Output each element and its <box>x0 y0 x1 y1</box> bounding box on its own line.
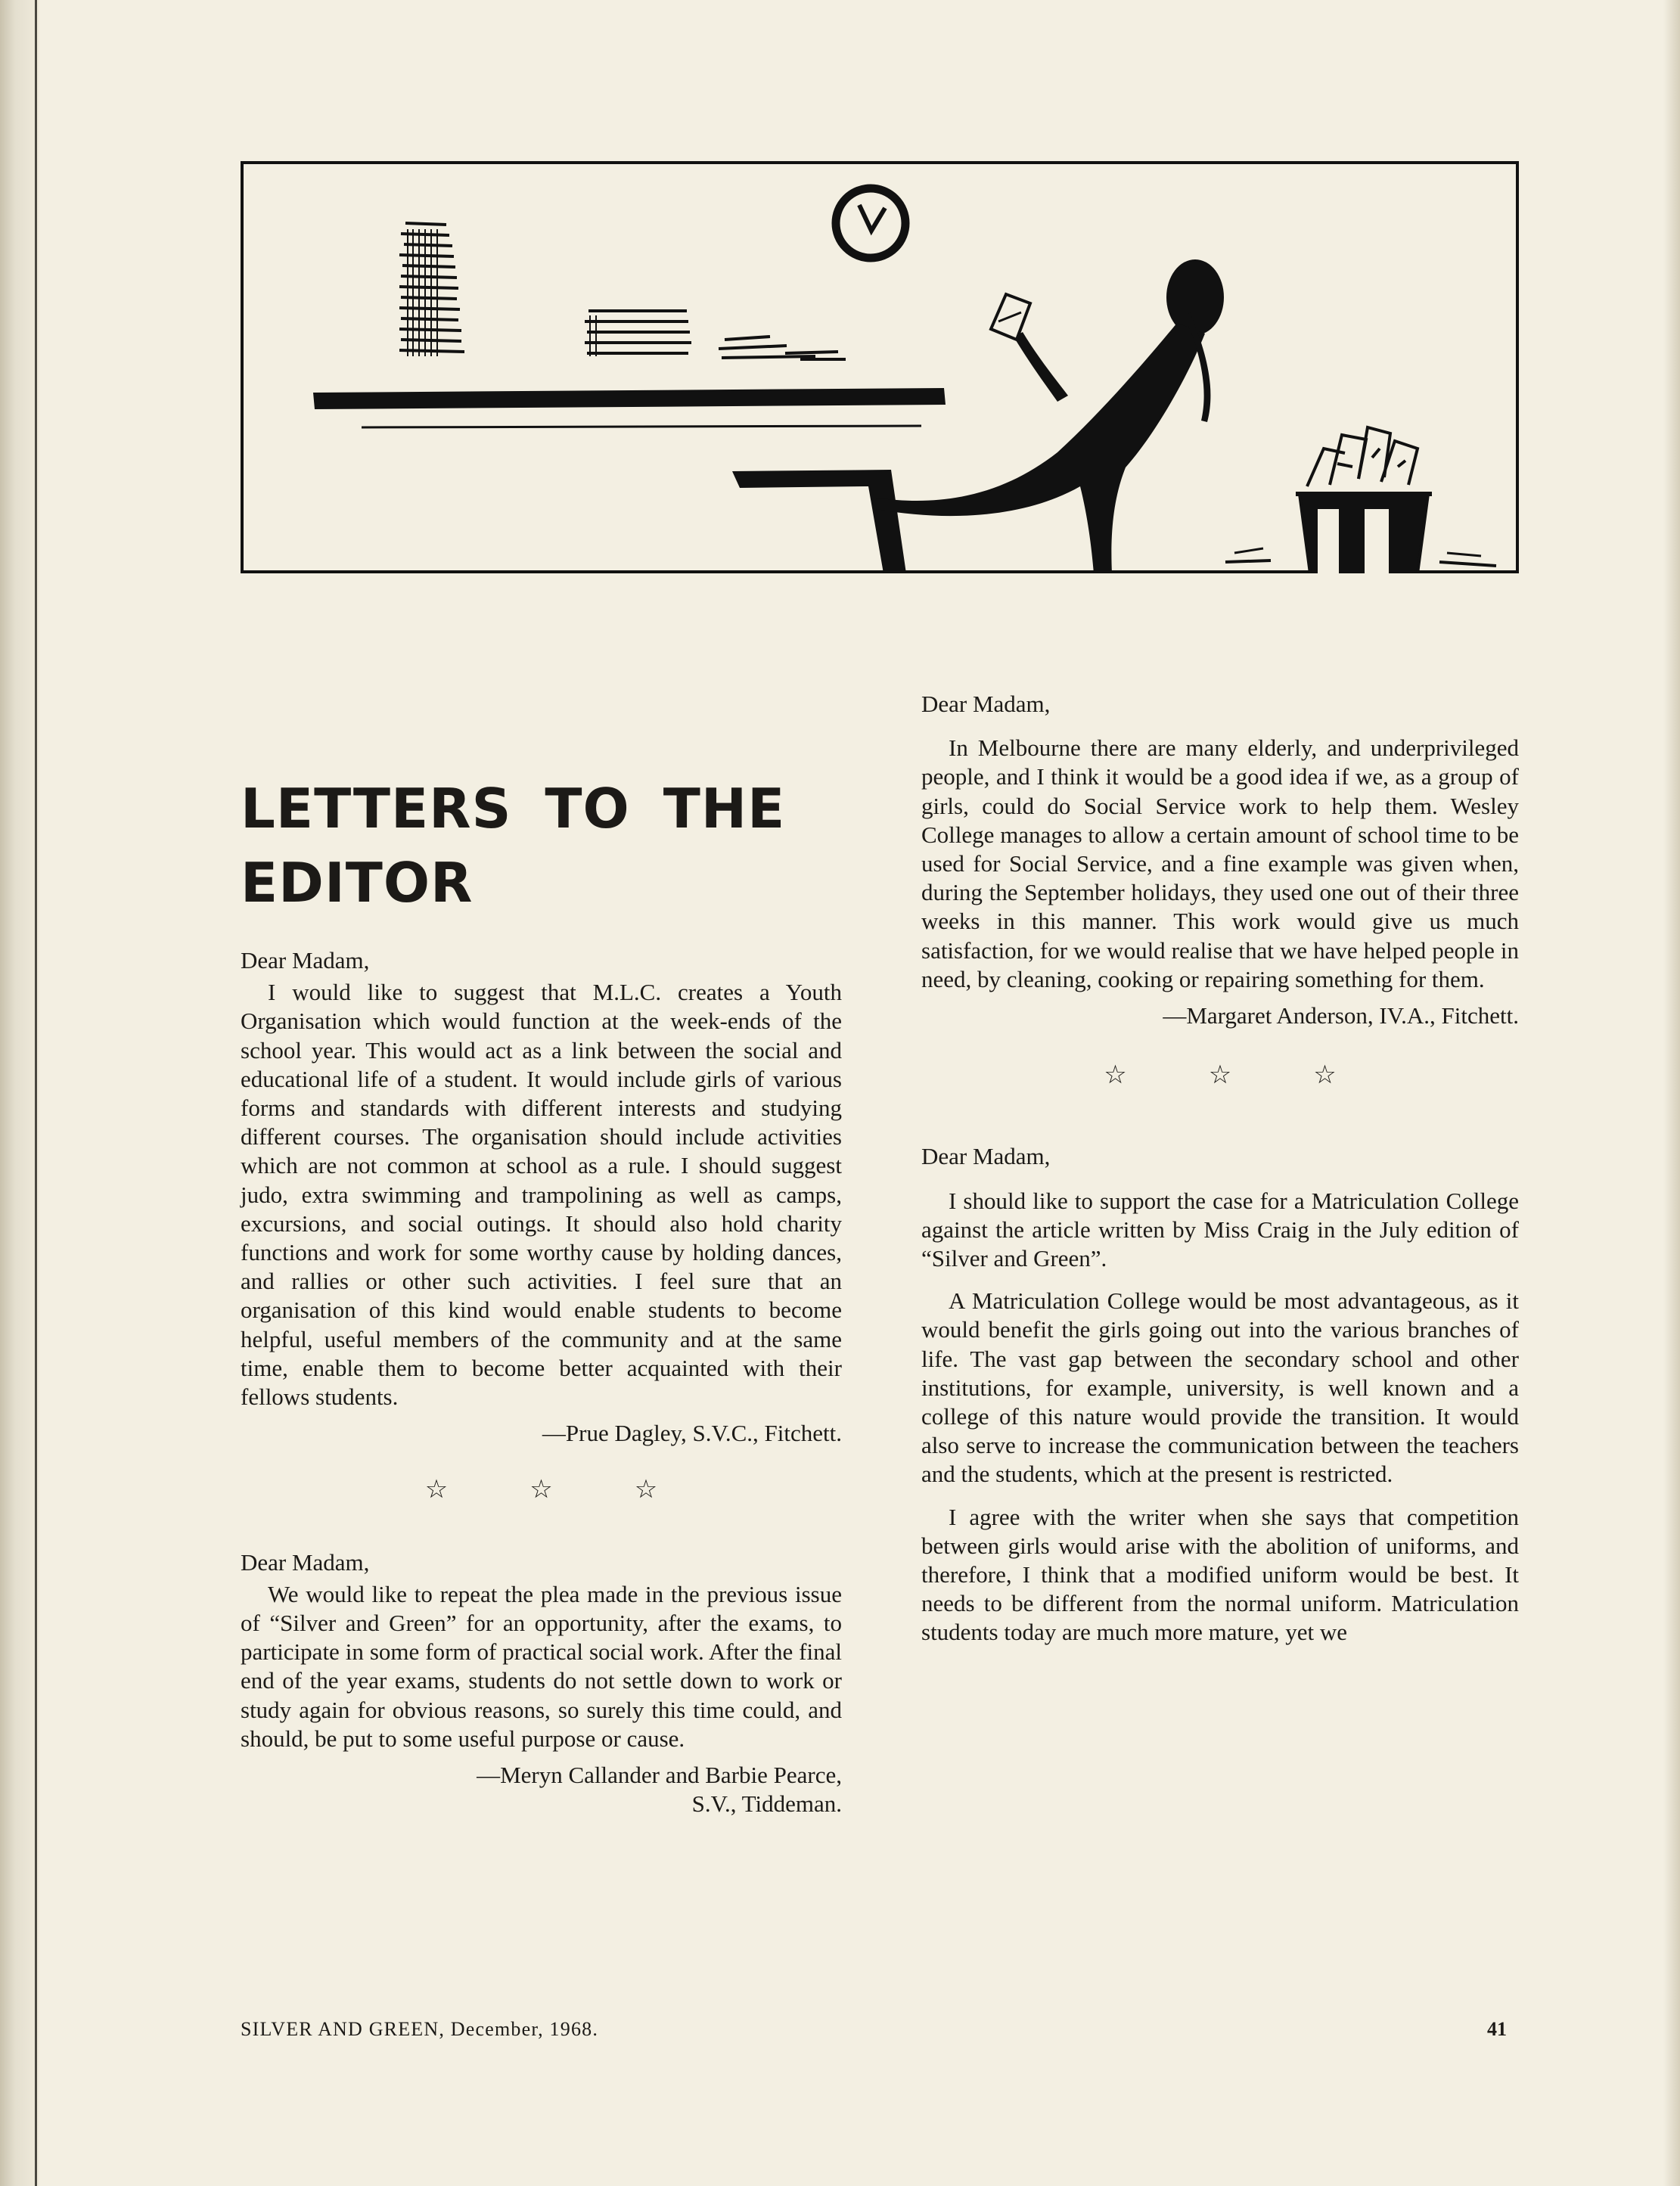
right-column <box>921 690 1519 1647</box>
star-divider <box>921 1060 1519 1089</box>
title-word: EDITOR <box>241 851 474 914</box>
page-number: 41 <box>1487 2018 1507 2040</box>
title-word: THE <box>663 777 786 840</box>
letter-body: A Matriculation College would be most advantageous, as it would benefit the girls going out into the various branches of life. The vast gap between the secondary school and other institutions, for example, university, is well known and a college of this nature would provide the transition. It would also serve to increase the communication between the teachers and the students, which at the present is restricted. <box>921 1287 1519 1488</box>
star-icon: ☆ <box>424 1474 449 1505</box>
title-word: TO <box>545 777 630 840</box>
letter-signature: —Prue Dagley, S.V.C., Fitchett. <box>542 1420 842 1447</box>
letter-salutation: Dear Madam, <box>921 1143 1051 1170</box>
letter-body: I should like to support the case for a Matriculation College against the article written by Miss Craig in the July edition of “Silver and Green”. <box>921 1187 1519 1272</box>
letter-body: In Melbourne there are many elderly, and underprivileged people, and I think it would be a good idea if we, as a group of girls, could do Social Service work to help them. Wesley College manages to allow a certain amount of school time to be used for Social Service, and a fine example was given when, during the September holidays, they used one out of their three weeks in this manner. This work would give us much satisfaction, for we would realise that we have helped people in need, by cleaning, cooking or repairing something for them. <box>921 734 1519 992</box>
letter-salutation: Dear Madam, <box>241 947 370 973</box>
left-column <box>241 946 842 1818</box>
letter-body: I would like to suggest that M.L.C. creates a Youth Organisation which would function at the week-ends of the school year. This would act as a link between the social and educational life of a student. It would include girls of various forms and standards with different interests and studying different courses. The organisation should include activities which are not common at school as a rule. I should suggest judo, extra swimming and trampolining as well as camps, excursions, and social outings. It should also hold charity functions and work for some worthy cause by holding dances, and rallies or other such activities. I feel sure that an organisation of this kind would enable students to become helpful, useful members of the community and at the same time, enable them to become better acquainted with their fellows students. <box>241 979 842 1411</box>
letter-signature: S.V., Tiddeman. <box>691 1790 842 1818</box>
page-edge-shadow <box>1663 0 1680 2186</box>
star-icon: ☆ <box>1104 1060 1127 1091</box>
binding-edge <box>35 0 37 2186</box>
letter-salutation: Dear Madam, <box>921 691 1051 717</box>
letter-body: We would like to repeat the plea made in the previous issue of “Silver and Green” for an opportunity, after the exams, to participate in some form of practical social work. After the final end of the year exams, students do not settle down to work or study again for obvious reasons, so surely this time could, and should, be put to some useful purpose or cause. <box>241 1580 842 1752</box>
star-divider <box>241 1475 842 1504</box>
letter-salutation: Dear Madam, <box>241 1548 370 1576</box>
title-word: LETTERS <box>241 777 512 840</box>
letter-signature: —Margaret Anderson, IV.A., Fitchett. <box>1163 1002 1519 1029</box>
star-icon: ☆ <box>529 1474 553 1505</box>
star-icon: ☆ <box>1208 1060 1232 1091</box>
letter-body: I agree with the writer when she says that competition between girls would arise with the abolition of uniforms, and therefore, I think that a modified uniform would be best. It needs to be different from the normal uniform. Matriculation students today are much more mature, yet we <box>921 1503 1519 1646</box>
letter-signature: —Meryn Callander and Barbie Pearce, <box>477 1762 842 1789</box>
editor-desk-illustration <box>241 161 1519 573</box>
star-icon: ☆ <box>634 1474 658 1505</box>
publication-footer: SILVER AND GREEN, December, 1968. <box>241 2018 599 2040</box>
page-spine-shadow <box>0 0 39 2186</box>
star-icon: ☆ <box>1313 1060 1337 1091</box>
page-title <box>241 772 831 920</box>
